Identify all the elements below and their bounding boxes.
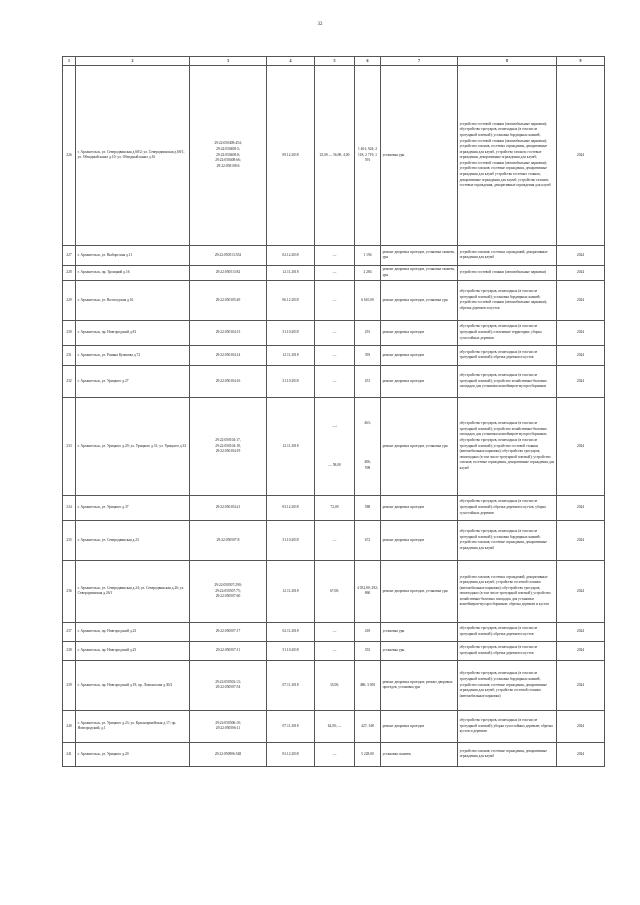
address-cell: г. Архангельск, ул. Романа Куликова д.72 (76, 345, 190, 365)
additional-works-cell: обустройство тротуаров, пешеходных (в том числе тротуарной плиткой); обрезка деревьев и кустов, уборка сухостойных деревьев (458, 495, 557, 520)
date-cell: 03.12.2018 (267, 495, 315, 520)
col-header-6: 6 (355, 57, 381, 66)
area-value-cell: — (315, 520, 355, 560)
date-cell: 02.12.2018 (267, 245, 315, 265)
territory-area-cell: 588 (355, 495, 381, 520)
territory-area-cell: 4 032,80; 292; 860 (355, 560, 381, 622)
address-cell: г. Архангельск, ул. Урицкого д.23; ул. Красноармейская д.17; пр. Новгородский, д.1 (76, 710, 190, 742)
address-cell: г. Архангельск, пр. Новгородский д.19; пр. Ломоносова д.30/2 (76, 660, 190, 710)
address-cell: г. Архангельск, пр. Новгородский д.81 (76, 320, 190, 345)
additional-works-cell: обустройство тротуаров, пешеходных (в том числе тротуарной плиткой); устройство хозяйственно-бытовых площадок для установки контейнеров-мусоросборников (458, 365, 557, 397)
table-row (63, 280, 605, 320)
address-cell: г. Архангельск, ул. Урицкого д.37 (76, 495, 190, 520)
date-cell: 02.11.2018 (267, 622, 315, 641)
table-row (63, 560, 605, 622)
year-cell: 2024 (557, 320, 605, 345)
territory-area-cell: 5 228,00 (355, 742, 381, 766)
cadastral-number-cell: 29:22:050506:10; 29:22:050506:11 (190, 710, 267, 742)
table-row (63, 245, 605, 265)
col-header-3: 3 (190, 57, 267, 66)
table-row (63, 365, 605, 397)
date-cell: 03.12.2018 (267, 742, 315, 766)
table-row (63, 320, 605, 345)
minimum-works-cell: ремонт дворовых проездов, установка урн (381, 560, 458, 622)
minimum-works-cell: установка скамеек (381, 742, 458, 766)
cadastral-number-cell: 29:22:050507:8 (190, 520, 267, 560)
territory-area-cell: 2 284 (355, 265, 381, 280)
territory-area-cell: 451 (355, 365, 381, 397)
row-number: 229 (63, 280, 76, 320)
row-number: 239 (63, 660, 76, 710)
minimum-works-cell: ремонт дворовых проездов; ремонт дворовых проездов, установка урн (381, 660, 458, 710)
address-cell: г. Архангельск, ул. Вологодская д.16 (76, 280, 190, 320)
minimum-works-cell: ремонт дворовых проездов (381, 365, 458, 397)
territory-area-cell: 291 (355, 320, 381, 345)
territory-area-cell: 353 (355, 641, 381, 660)
territory-area-cell: 6 610,00 (355, 280, 381, 320)
table-row (63, 641, 605, 660)
cadastral-number-cell: 29:22:050408:454; 29:22:050408:5; 29:22:050408:8; 29:22:050408:66; 29:22:050108:6 (190, 65, 267, 245)
date-cell: 12.11.2018 (267, 265, 315, 280)
cadastral-number-cell: 29:22:050507:17 (190, 622, 267, 641)
year-cell: 2024 (557, 345, 605, 365)
date-cell: 12.11.2018 (267, 560, 315, 622)
cadastral-number-cell: 29:22:050507:11 (190, 641, 267, 660)
address-cell: г. Архангельск, пр. Новгородский д.23 (76, 622, 190, 641)
minimum-works-cell: ремонт дворовых проездов (381, 320, 458, 345)
table-row (63, 345, 605, 365)
territory-area-cell: 486; 3 093 (355, 660, 381, 710)
additional-works-cell: обустройство тротуаров, пешеходных (в том числе тротуарной плиткой); установка бордюрных камней; устройство газонов; гостевые ограждения, декоративные ограждения для клумб; устройство гостевой стоянки (автомобильные парковки) (458, 660, 557, 710)
additional-works-cell: устройство газонов; гостевые ограждения, декоративные ограждения для клумб (458, 742, 557, 766)
address-cell: г. Архангельск, ул. Выборгская д.11 (76, 245, 190, 265)
page-number: 32 (317, 22, 323, 27)
minimum-works-cell: ремонт дворовых проездов (381, 710, 458, 742)
cadastral-number-cell: 29:22:050104:16 (190, 365, 267, 397)
row-number: 230 (63, 320, 76, 345)
col-header-7: 7 (381, 57, 458, 66)
year-cell: 2024 (557, 65, 605, 245)
date-cell: 31.10.2018 (267, 365, 315, 397)
row-number: 241 (63, 742, 76, 766)
year-cell: 2024 (557, 280, 605, 320)
cadastral-number-cell: 29:22:050513:82 (190, 265, 267, 280)
col-header-5: 5 (315, 57, 355, 66)
area-value-cell: 67,00; (315, 560, 355, 622)
date-cell: 12.11.2018 (267, 397, 315, 495)
area-value-cell: 25,00 — 56,90; 4,00 (315, 65, 355, 245)
year-cell: 2024 (557, 245, 605, 265)
row-number: 240 (63, 710, 76, 742)
area-value-cell: — (315, 245, 355, 265)
year-cell: 2024 (557, 495, 605, 520)
table-row (63, 710, 605, 742)
year-cell: 2024 (557, 397, 605, 495)
row-number: 238 (63, 641, 76, 660)
additional-works-cell: обустройство тротуаров, пешеходных (в том числе тротуарной плиткой); обрезка деревьев и кустов (458, 345, 557, 365)
minimum-works-cell: ремонт дворовых проездов (381, 520, 458, 560)
table-body (63, 65, 605, 766)
area-value-cell: — (315, 622, 355, 641)
row-number: 237 (63, 622, 76, 641)
date-cell: 12.11.2018 (267, 345, 315, 365)
year-cell: 2024 (557, 710, 605, 742)
area-value-cell: — (315, 345, 355, 365)
territory-area-cell: 672 (355, 520, 381, 560)
col-header-8: 8 (458, 57, 557, 66)
minimum-works-cell: установка урн (381, 65, 458, 245)
address-cell: г. Архангельск, пр. Троицкий д.16 (76, 265, 190, 280)
additional-works-cell: обустройство тротуаров, пешеходных (в том числе тротуарной плиткой); установка бордюрных камней; устройство газонов; гостевые ограждения, декоративные ограждения для клумб (458, 520, 557, 560)
address-cell: г. Архангельск, ул. Урицкого д.29; ул. Урицкого д.31; ул. Урицкого д.33 (76, 397, 190, 495)
additional-works-cell: обустройство тротуаров, пешеходных (в том числе тротуарной плиткой); обрезка деревьев и кустов (458, 641, 557, 660)
table-row (63, 742, 605, 766)
table-row (63, 65, 605, 245)
date-cell: 06.12.2018 (267, 280, 315, 320)
row-number: 233 (63, 397, 76, 495)
date-cell: 07.11.2018 (267, 710, 315, 742)
additional-works-cell: обустройство тротуаров, пешеходных (в том числе тротуарной плиткой); обрезка деревьев и кустов (458, 622, 557, 641)
additional-works-cell: устройство гостевой стоянки (автомобильные парковки); обустройство тротуаров, пешеходных (в том числе тротуарной плиткой); установка бордюрных камней; устройство гостевой стоянки (автомобильные парковки); устройство газонов, гостевых ограждения, декоративные ограждения для клумб, устройство газонов; гостевые ограждения, декоративные ограждения для клумб; устройство гостевой стоянки (автомобильные парковки); устройство газонов; гостевые ограждения, декоративные ограждения для клумб устройство гостевых стоянок, декоративные ограждения для клумб; устройство газонов; гостевые ограждения, декоративные ограждения для клумб (458, 65, 557, 245)
area-value-cell: 72,00 (315, 495, 355, 520)
additional-works-cell: обустройство тротуаров, пешеходных (в том числе тротуарной плиткой); уборка сухостойных деревьев; обрезка кустов и деревьев (458, 710, 557, 742)
col-header-9: 9 (557, 57, 605, 66)
additional-works-cell: устройство гостевой стоянки (автомобильные парковки) (458, 265, 557, 280)
year-cell: 2024 (557, 660, 605, 710)
year-cell: 2024 (557, 622, 605, 641)
table-row (63, 495, 605, 520)
territory-area-cell: 418 (355, 622, 381, 641)
cadastral-number-cell: 29:22:050104:13 (190, 320, 267, 345)
table-row (63, 660, 605, 710)
row-number: 226 (63, 65, 76, 245)
cadastral-number-cell: 29:22:050105:49 (190, 280, 267, 320)
additional-works-cell: обустройство тротуаров, пешеходных (в том числе тротуарной плиткой); устройство хозяйственно-бытовых площадок для установки контейнеров-мусоросборников; обустройство тротуаров, пешеходных (в том числе тротуарной плиткой); устройство гостевой стоянки (автомобильные парковки); обустройство тротуаров, пешеходных (в том числе тротуарной плиткой); устройство газонов; гостевые ограждения, декоративные ограждения для клумб (458, 397, 557, 495)
address-cell: г. Архангельск, ул. Урицкого д.27 (76, 365, 190, 397)
additional-works-cell: обустройство тротуаров, пешеходных (в том числе тротуарной плиткой); озеленение территории; уборка сухостойных деревьев (458, 320, 557, 345)
cadastral-number-cell: 29:22:050104:14 (190, 345, 267, 365)
additional-works-cell: устройство газонов; гостевых ограждений, декоративные ограждения для клумб (458, 245, 557, 265)
table-row (63, 520, 605, 560)
table-row (63, 265, 605, 280)
date-cell: 31.10.2018 (267, 641, 315, 660)
row-number: 227 (63, 245, 76, 265)
cadastral-number-cell: 29:22:050104:21 (190, 495, 267, 520)
year-cell: 2024 (557, 265, 605, 280)
area-value-cell: — (315, 320, 355, 345)
row-number: 235 (63, 520, 76, 560)
minimum-works-cell: установка урн (381, 622, 458, 641)
col-header-2: 2 (76, 57, 190, 66)
row-number: 234 (63, 495, 76, 520)
date-cell: 09.12.2018 (267, 65, 315, 245)
minimum-works-cell: ремонт дворовых проездов, установка урн (381, 397, 458, 495)
area-value-cell: 62,00; — (315, 710, 355, 742)
address-cell: г. Архангельск, пр. Новгородский д.25 (76, 641, 190, 660)
area-value-cell: — (315, 365, 355, 397)
col-header-1: 1 (63, 57, 76, 66)
additional-works-cell: устройство газонов; гостевых ограждений, декоративные ограждения для клумб; устройство гостевой стоянки (автомобильные парковки); обустройство тротуаров, пешеходных (в том числе тротуарной плиткой); устройство хозяйственно-бытовых площадок для установки контейнеров-мусоросборников; обрезка деревьев и кустов (458, 560, 557, 622)
cadastral-number-cell: 29:22:050104:17, 29:22:050104:18, 29:22:050104:19 (190, 397, 267, 495)
cadastral-number-cell: 29:22:050507:290; 29:22:050507:75; 29:22:050507:60 (190, 560, 267, 622)
date-cell: 31.10.2018 (267, 520, 315, 560)
territory-area-cell: 1 194 (355, 245, 381, 265)
minimum-works-cell: ремонт дворовых проездов, установка скамеек, урн (381, 245, 458, 265)
registry-table (62, 56, 605, 767)
date-cell: 07.11.2018 (267, 660, 315, 710)
additional-works-cell: обустройство тротуаров, пешеходных (в том числе тротуарной плиткой); установка бордюрных камней; устройство гостевой стоянки (автомобильные парковки); обрезка деревьев и кустов (458, 280, 557, 320)
cadastral-number-cell: 29:22:050906:548 (190, 742, 267, 766)
area-value-cell: — (315, 265, 355, 280)
column-number-row (63, 57, 605, 66)
table-row (63, 397, 605, 495)
territory-area-cell: 427; 348 (355, 710, 381, 742)
cadastral-number-cell: 29:22:050513:552 (190, 245, 267, 265)
row-number: 236 (63, 560, 76, 622)
minimum-works-cell: ремонт дворовых проездов, установка урн (381, 280, 458, 320)
row-number: 228 (63, 265, 76, 280)
year-cell: 2024 (557, 560, 605, 622)
territory-area-cell: 1 461; 924; 2 118; 2 719; 1 591 (355, 65, 381, 245)
address-cell: г. Архангельск, ул. Северодвинская д.68/2; ул. Северодвинская д.68/1; ул. Обводный канал д.10; ул. Обводный канал д.16 (76, 65, 190, 245)
territory-area-cell: 393 (355, 345, 381, 365)
minimum-works-cell: ремонт дворовых проездов, установка скамеек, урн (381, 265, 458, 280)
row-number: 232 (63, 365, 76, 397)
date-cell: 31.10.2018 (267, 320, 315, 345)
col-header-4: 4 (267, 57, 315, 66)
year-cell: 2024 (557, 641, 605, 660)
minimum-works-cell: установка урн (381, 641, 458, 660)
year-cell: 2024 (557, 520, 605, 560)
address-cell: г. Архангельск, ул. Северодвинская д.23 (76, 520, 190, 560)
area-value-cell: 35,00; (315, 660, 355, 710)
area-value-cell: — (315, 742, 355, 766)
minimum-works-cell: ремонт дворовых проездов (381, 495, 458, 520)
address-cell: г. Архангельск, ул. Урицкого д.20 (76, 742, 190, 766)
year-cell: 2024 (557, 365, 605, 397)
row-number: 231 (63, 345, 76, 365)
territory-area-cell: 463; 486; 598 (355, 397, 381, 495)
area-value-cell: —; — 58,00 (315, 397, 355, 495)
minimum-works-cell: ремонт дворовых проездов (381, 345, 458, 365)
area-value-cell: — (315, 641, 355, 660)
cadastral-number-cell: 29:22:050502:13; 29:22:050507:54 (190, 660, 267, 710)
table-row (63, 622, 605, 641)
area-value-cell: — (315, 280, 355, 320)
address-cell: г. Архангельск, ул. Северодвинская д.24; ул. Северодвинская д.26; ул. Северодвинская д.26/1 (76, 560, 190, 622)
year-cell: 2024 (557, 742, 605, 766)
